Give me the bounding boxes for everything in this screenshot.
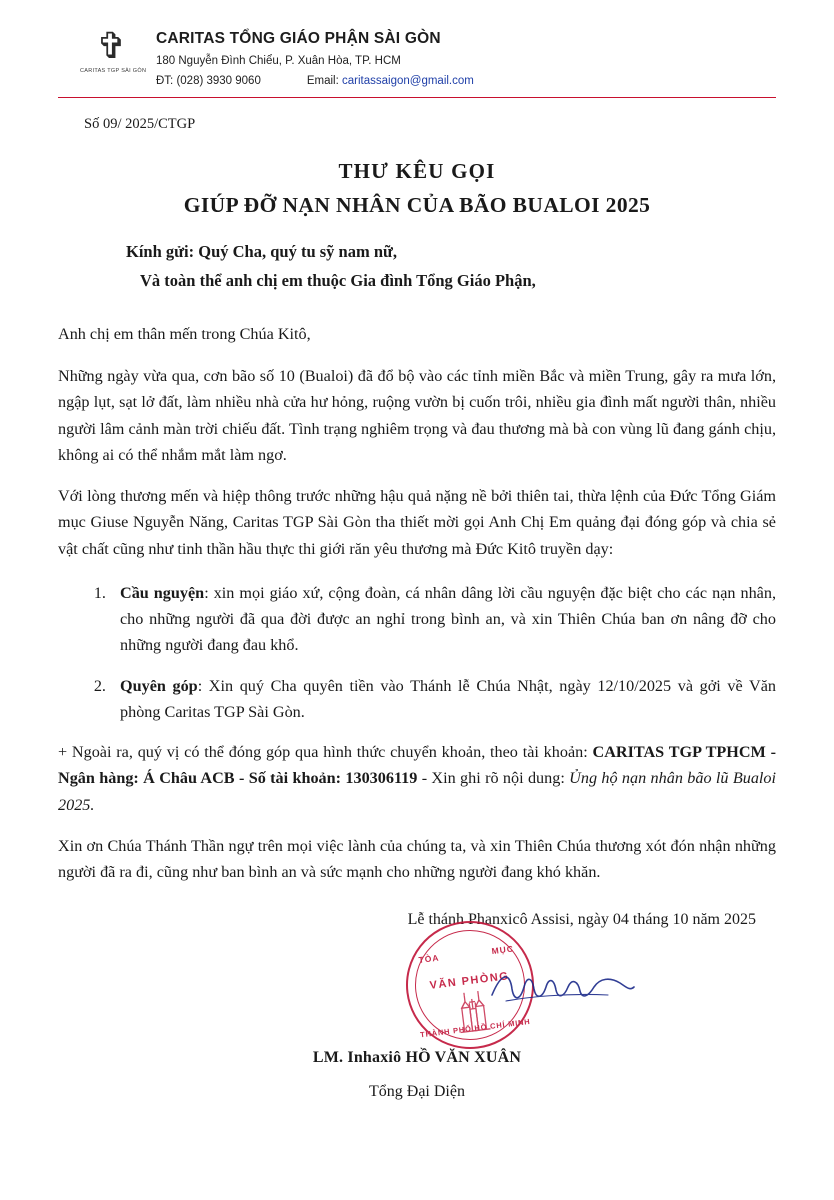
list-item-label: Quyên góp xyxy=(120,676,198,695)
logo-caption: CARITAS TGP SÀI GÒN xyxy=(80,68,147,74)
list-item xyxy=(110,673,776,725)
organization-address: 180 Nguyễn Đình Chiểu, P. Xuân Hòa, TP. HCM xyxy=(156,55,401,67)
appeal-items-list xyxy=(58,580,776,725)
header-divider xyxy=(58,97,776,98)
body-closing-paragraph: Xin ơn Chúa Thánh Thần ngự trên mọi việc lành của chúng ta, và xin Thiên Chúa thương xót đón nhận những người đã ra đi, cũng như ban bình an và sức mạnh cho những người đang khó khăn. xyxy=(58,836,776,881)
seal-text-left: TÒA xyxy=(417,952,440,966)
caritas-logo xyxy=(80,26,147,74)
organization-block xyxy=(156,26,776,87)
email-group xyxy=(307,75,474,87)
signer-role: Tổng Đại Diện xyxy=(369,1083,465,1101)
list-item-text: : xin mọi giáo xứ, cộng đoàn, cá nhân dâng lời cầu nguyện đặc biệt cho các nạn nhân, cho những người đã qua đời được an nghỉ trong bình an, và xin Thiên Chúa ban ơn nâng đỡ cho những người đang đau khổ. xyxy=(120,583,776,655)
body-greeting: Anh chị em thân mến trong Chúa Kitô, xyxy=(58,325,311,343)
reference-number: Số 09/ 2025/CTGP xyxy=(84,116,196,132)
seal-text-center: VĂN PHÒNG xyxy=(429,970,511,993)
bank-note-prefix: + Ngoài ra, quý vị có thể đóng góp qua hình thức chuyển khoản, theo tài khoản: xyxy=(58,743,593,762)
list-item-label: Cầu nguyện xyxy=(120,583,205,602)
organization-name: CARITAS TỔNG GIÁO PHẬN SÀI GÒN xyxy=(156,30,441,47)
bank-transfer-note xyxy=(58,739,776,818)
salutation-line-2: Và toàn thể anh chị em thuộc Gia đình Tổng Giáo Phận, xyxy=(140,271,536,290)
document-title: THƯ KÊU GỌI xyxy=(338,159,496,183)
seal-text-bottom: THÀNH PHỐ HỒ CHÍ MINH xyxy=(419,1017,531,1040)
signer-name: LM. Inhaxiô HỒ VĂN XUÂN xyxy=(312,1049,522,1067)
bank-note-middle: - Xin ghi rõ nội dung: xyxy=(417,769,570,788)
organization-contact xyxy=(156,75,776,87)
seal-text-right: MỤC xyxy=(491,943,515,957)
document-subtitle: GIÚP ĐỠ NẠN NHÂN CỦA BÃO BUALOI 2025 xyxy=(183,193,651,217)
salutation-line-1: Kính gửi: Quý Cha, quý tu sỹ nam nữ, xyxy=(126,242,398,261)
email-label: Email: xyxy=(306,75,339,87)
bank-account-details: CARITAS TGP TPHCM - Ngân hàng: Á Châu ACB - Số tài khoản: 130306119 xyxy=(58,743,776,788)
handwritten-signature xyxy=(488,963,638,1009)
salutation xyxy=(58,242,776,291)
list-item xyxy=(110,580,776,659)
transfer-memo: Ủng hộ nạn nhân bão lũ Bualoi 2025. xyxy=(58,769,777,814)
body-paragraph-1: Những ngày vừa qua, cơn bão số 10 (Bualoi) đã đổ bộ vào các tỉnh miền Bắc và miền Trung, gây ra mưa lớn, ngập lụt, sạt lở đất, làm nhiều nhà cửa hư hỏng, ruộng vườn bị cuốn trôi, nhiều gia đình mất người thân, nhiều người lâm cảnh màn trời chiếu đất. Tình trạng nghiêm trọng và đau thương mà bà con vùng lũ đang gánh chịu, không ai có thể nhắm mắt làm ngơ. xyxy=(58,367,776,464)
email-address[interactable]: caritassaigon@gmail.com xyxy=(342,75,474,87)
signature-area xyxy=(58,911,776,1121)
list-item-text: : Xin quý Cha quyên tiền vào Thánh lễ Chúa Nhật, ngày 12/10/2025 và gởi về Văn phòng Caritas TGP Sài Gòn. xyxy=(120,676,776,721)
body-paragraph-2: Với lòng thương mến và hiệp thông trước những hậu quả nặng nề bởi thiên tai, thừa lệnh của Đức Tổng Giám mục Giuse Nguyễn Năng, Caritas TGP Sài Gòn tha thiết mời gọi Anh Chị Em quảng đại đóng góp và chia sẻ vật chất cũng như tinh thần hầu thực thi giới răn yêu thương mà Đức Kitô truyền dạy: xyxy=(58,487,776,558)
title-block xyxy=(58,159,776,218)
letter-body xyxy=(58,321,776,885)
cross-icon: ✞ xyxy=(96,26,126,67)
phone-text: ĐT: (028) 3930 9060 xyxy=(156,75,261,87)
letterhead xyxy=(58,26,776,87)
signature-date: Lễ thánh Phanxicô Assisi, ngày 04 tháng 10 năm 2025 xyxy=(407,911,756,929)
